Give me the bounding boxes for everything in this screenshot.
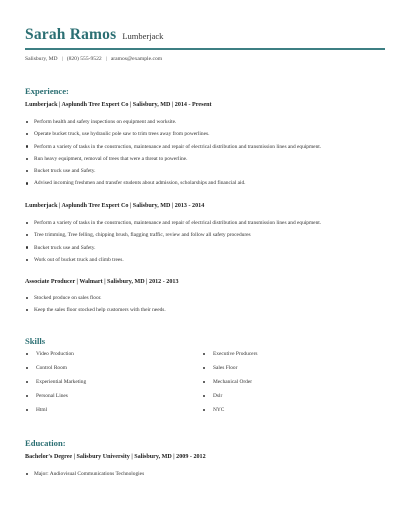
list-item: Advised incoming freshmen and transfer students about admission, scholarships and financial aid.	[25, 180, 321, 192]
degree-title: Bachelor's Degree | Salisbury University | Salisbury, MD | 2009 - 2012	[25, 454, 206, 460]
list-item: Major: Audiovisual Communications Technologies	[25, 471, 144, 483]
list-item: Perform a variety of tasks in the construction, maintenance and repair of electrical distribution and transmission lines and equipment.	[25, 144, 321, 156]
contact-email[interactable]: aramos@example.com	[110, 56, 163, 62]
list-item: Perform a variety of tasks in the construction, maintenance and repair of electrical distribution and transmission lines and equipment.	[25, 220, 321, 232]
job-title: Associate Producer | Walmart | Salisbury, MD | 2012 - 2013	[25, 279, 179, 285]
skill-item: Video Production	[25, 351, 86, 365]
skill-item: NYC	[202, 407, 257, 421]
contact-separator: |	[105, 56, 107, 62]
candidate-name: Sarah Ramos	[25, 26, 117, 43]
list-item: Work out of bucket truck and climb trees.	[25, 257, 321, 269]
skill-item: Executive Producers	[202, 351, 257, 365]
contact-phone: (820) 555-9522	[66, 56, 102, 62]
education-bullets	[25, 471, 144, 483]
contact-line	[25, 56, 162, 62]
list-item: Operate bucket truck, use hydraulic pole saw to trim trees away from powerlines.	[25, 131, 321, 143]
skill-item: Sales Floor	[202, 365, 257, 379]
job-title: Lumberjack | Asplundh Tree Expert Co | Salisbury, MD | 2013 - 2014	[25, 203, 205, 209]
skill-item: Dslr	[202, 393, 257, 407]
candidate-title: Lumberjack	[122, 31, 164, 41]
skill-item: Html	[25, 407, 86, 421]
skills-heading: Skills	[25, 336, 46, 346]
list-item: Bucket truck use and Safety.	[25, 245, 321, 257]
contact-location: Salisbury, MD	[25, 56, 58, 62]
job-bullets	[25, 295, 166, 320]
job-bullets	[25, 220, 321, 269]
education-heading: Education:	[25, 438, 66, 448]
resume-header	[25, 26, 385, 44]
skill-item: Mechanical Order	[202, 379, 257, 393]
skill-item: Personal Lines	[25, 393, 86, 407]
skills-left-column	[25, 351, 86, 421]
experience-heading: Experience:	[25, 86, 69, 96]
job-bullets	[25, 119, 321, 193]
list-item: Run heavy equipment, removal of trees that were a threat to powerline.	[25, 156, 321, 168]
skills-right-column	[202, 351, 257, 421]
skill-item: Control Room	[25, 365, 86, 379]
list-item: Bucket truck use and Safety.	[25, 168, 321, 180]
header-divider	[25, 48, 385, 50]
list-item: Stocked produce on sales floor.	[25, 295, 166, 307]
list-item: Keep the sales floor stocked help customers with their needs.	[25, 307, 166, 319]
list-item: Tree trimming, Tree felling, chipping brush, flagging traffic, review and follow all safety procedures	[25, 232, 321, 244]
skill-item: Experiential Marketing	[25, 379, 86, 393]
name-row	[25, 26, 385, 44]
job-title: Lumberjack | Asplundh Tree Expert Co | Salisbury, MD | 2014 - Present	[25, 102, 212, 108]
contact-separator: |	[61, 56, 63, 62]
list-item: Perform health and safety inspections on equipment and worksite.	[25, 119, 321, 131]
